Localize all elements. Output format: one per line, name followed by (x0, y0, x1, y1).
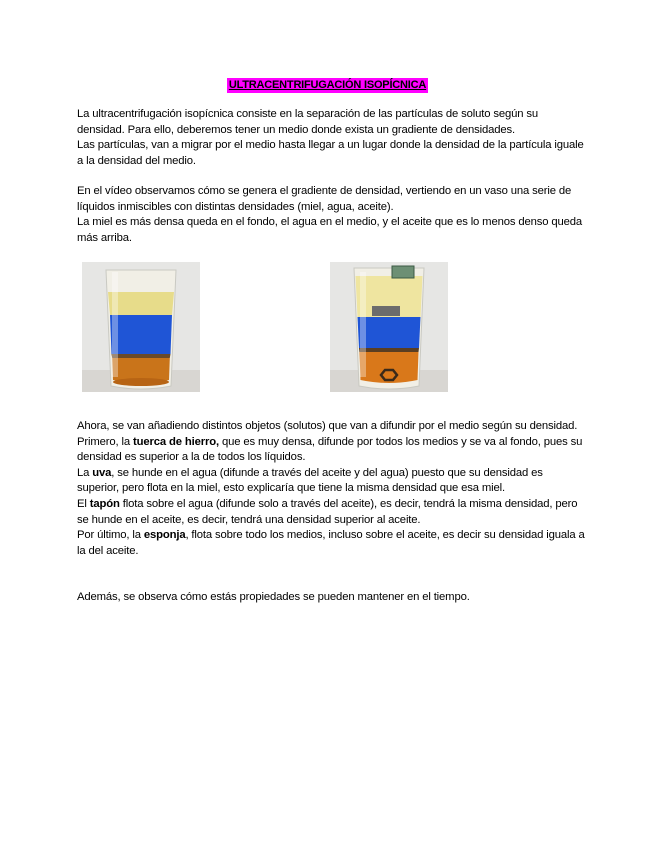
cork-text-c: flota sobre el agua (difunde solo a través del aceite), es decir, tendrá la misma densidad, pero se hunde en el aceite, es decir, tendrá una densidad superior al aceite. (77, 497, 578, 526)
video-paragraph-1: En el vídeo observamos cómo se genera el gradiente de densidad, vertiendo en un vaso una serie de líquidos inmiscibles con distintas densidades (miel, agua, aceite). (77, 185, 572, 213)
glass-objects-image (330, 262, 448, 392)
solutes-paragraph-1: Ahora, se van añadiendo distintos objetos (solutos) que van a difundir por el medio según su densidad. (77, 420, 578, 432)
iron-nut-term: tuerca de hierro, (132, 435, 219, 448)
intro-section (77, 107, 587, 169)
cork-term: tapón (89, 497, 120, 510)
grape-text-c: , se hunde en el agua (difunde a través del aceite y del agua) puesto que su densidad es superior, pero flota en la miel, esto explicaría que tiene la misma densidad que esa miel. (77, 466, 543, 495)
closing-section (77, 590, 587, 606)
sponge-term: esponja (143, 529, 186, 542)
iron-nut-paragraph (77, 435, 587, 466)
cork-paragraph (77, 497, 587, 528)
sponge-text-a: Por último, la (77, 529, 144, 542)
title-wrap (0, 75, 655, 93)
glass-photo-layers (82, 262, 200, 392)
glass-photo-objects (330, 262, 448, 392)
solutes-section (77, 419, 587, 559)
sponge-text-c: , flota sobre todo los medios, incluso sobre el aceite, es decir su densidad iguala a la del aceite. (77, 529, 585, 557)
intro-paragraph-2: Las partículas, van a migrar por el medio hasta llegar a un lugar donde la densidad de la partícula iguale a la densidad del medio. (77, 139, 584, 167)
glass-layers-image (82, 262, 200, 392)
cork-text-a: El (77, 497, 90, 510)
intro-paragraph-1: La ultracentrifugación isopícnica consiste en la separación de las partículas de soluto según su densidad. Para ello, deberemos tener un medio donde exista un gradiente de densidades. (77, 108, 538, 136)
closing-paragraph: Además, se observa cómo estás propiedades se pueden mantener en el tiempo. (77, 591, 470, 603)
grape-term: uva (92, 466, 112, 479)
grape-text-a: La (77, 466, 93, 479)
video-section (77, 184, 587, 246)
sponge-paragraph (77, 528, 587, 559)
iron-nut-text-a: Primero, la (77, 435, 133, 448)
video-paragraph-2: La miel es más densa queda en el fondo, el agua en el medio, y el aceite que es lo menos denso queda más arriba. (77, 216, 583, 244)
iron-nut-text-c: que es muy densa, difunde por todos los medios y se va al fondo, pues su densidad es superior a la de todos los líquidos. (77, 435, 583, 464)
page-title: ULTRACENTRIFUGACIÓN ISOPÍCNICA (228, 79, 427, 91)
grape-paragraph (77, 466, 587, 497)
